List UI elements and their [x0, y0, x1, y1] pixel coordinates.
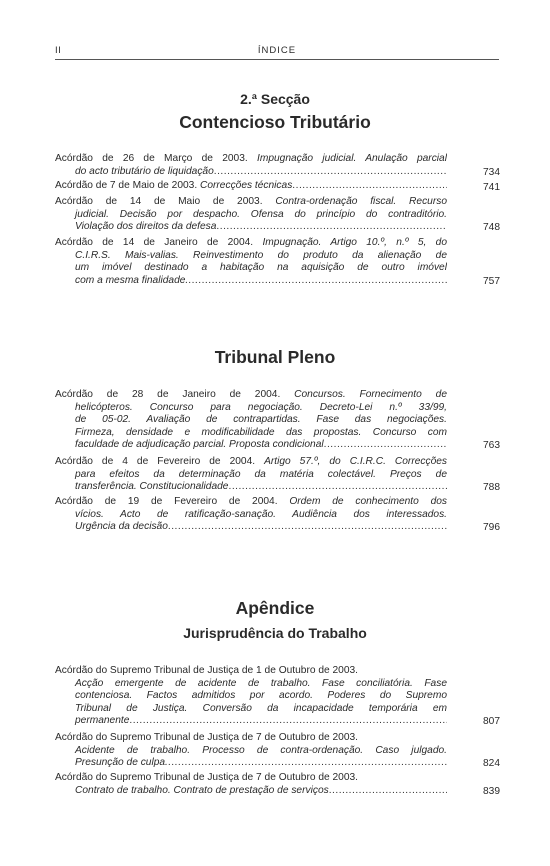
- entry-line: [55, 153, 447, 166]
- entry-subject: C.I.R.S. Mais-valias. Reinvestimento do produto da alienação de: [75, 249, 447, 261]
- index-entry[interactable]: [55, 389, 500, 452]
- entry-subject: Firmeza, densidade e modificabilidade das propostas. Concurso com: [75, 426, 447, 438]
- entry-subject: Artigo 57.º, do C.I.R.C. Correcções: [264, 456, 447, 467]
- entry-line: [55, 690, 447, 703]
- entry-subject: Impugnação. Artigo 10.º, n.º 5, do: [262, 237, 447, 248]
- entry-subject: helicópteros. Concurso para negociação. Decreto-Lei n.º 33/99,: [75, 401, 447, 413]
- entry-line: [55, 745, 447, 758]
- entry-text: Acórdão do Supremo Tribunal de Justiça de 1 de Outubro de 2003.: [55, 665, 358, 676]
- entry-text: Acórdão de 4 de Fevereiro de 2004.: [55, 456, 265, 467]
- dot-leader: [188, 275, 447, 288]
- running-title: ÍNDICE: [257, 45, 297, 56]
- entry-line: [55, 221, 447, 234]
- entry-subject: vícios. Acto de ratificação-sanação. Audiência dos interessados.: [75, 508, 447, 520]
- entry-line: [55, 166, 447, 179]
- entry-subject: Violação dos direitos da defesa: [75, 221, 217, 233]
- index-entry[interactable]: [55, 180, 500, 193]
- entry-subject: Contra-ordenação fiscal. Recurso: [275, 196, 447, 207]
- page-reference: 757: [483, 275, 500, 287]
- page-reference: 796: [483, 522, 500, 534]
- entry-line: [55, 481, 447, 494]
- entry-subject: de 05-02. Avaliação de contrapartidas. Fase das negociações.: [75, 414, 447, 426]
- entry-subject: permanente: [75, 715, 130, 727]
- page-number: II: [55, 45, 62, 56]
- page-reference: 788: [483, 482, 500, 494]
- entry-subject: contenciosa. Factos admitidos por acordo. Poderes do Supremo: [75, 690, 447, 702]
- entry-line: [55, 209, 447, 222]
- dot-leader: [168, 757, 447, 770]
- page-reference: 807: [483, 716, 500, 728]
- entry-text: Acórdão de 19 de Fevereiro de 2004.: [55, 496, 290, 507]
- dot-leader: [292, 180, 447, 193]
- section-subtitle: Jurisprudência do Trabalho: [183, 625, 367, 641]
- entry-subject: do acto tributário de liquidação: [75, 165, 214, 177]
- entry-subject: Concursos. Fornecimento de: [294, 389, 447, 400]
- dot-leader: [329, 785, 447, 798]
- entry-text: Acórdão do Supremo Tribunal de Justiça de 7 de Outubro de 2003.: [55, 732, 358, 743]
- entry-subject: Presunção de culpa.: [75, 757, 168, 769]
- index-entry[interactable]: [55, 237, 500, 287]
- entry-line: [55, 509, 447, 522]
- index-entry[interactable]: [55, 665, 500, 728]
- entry-subject: judicial. Decisão por despacho. Ofensa do princípio do contraditório.: [75, 208, 447, 220]
- entry-line: [55, 703, 447, 716]
- entry-subject: faculdade de adjudicação parcial. Proposta condicional: [75, 439, 324, 451]
- entry-text: Acórdão de 28 de Janeiro de 2004.: [55, 389, 295, 400]
- entry-text: Acórdão de 14 de Maio de 2003.: [55, 196, 276, 207]
- index-entry[interactable]: [55, 496, 500, 534]
- dot-leader: [168, 521, 447, 534]
- entry-line: [55, 665, 447, 678]
- entry-subject: Ordem de conhecimento dos: [289, 496, 447, 507]
- entry-line: [55, 496, 447, 509]
- entry-line: [55, 469, 447, 482]
- entry-line: [55, 772, 447, 785]
- dot-leader: [216, 221, 447, 234]
- page-reference: 824: [483, 758, 500, 770]
- entry-subject: Tribunal de Justiça. Conversão da incapacidade temporária em: [75, 702, 447, 714]
- page-reference: 741: [483, 182, 500, 193]
- page-reference: 763: [483, 440, 500, 452]
- entry-subject: um imóvel destinado a habitação na aquisição de outro imóvel: [75, 262, 447, 274]
- entry-line: [55, 237, 447, 250]
- page-reference: 734: [483, 166, 500, 178]
- entry-text: Acórdão de 26 de Março de 2003.: [55, 153, 257, 164]
- index-entry[interactable]: [55, 153, 500, 178]
- section-kicker: 2.ª Secção: [240, 91, 310, 107]
- dot-leader: [228, 481, 447, 494]
- entry-text: Acórdão do Supremo Tribunal de Justiça de 7 de Outubro de 2003.: [55, 772, 358, 783]
- entry-subject: com a mesma finalidade.: [75, 274, 189, 286]
- index-entry[interactable]: [55, 196, 500, 234]
- entry-subject: transferência. Constitucionalidade: [75, 481, 229, 493]
- entry-line: [55, 456, 447, 469]
- entry-line: [55, 678, 447, 691]
- entry-line: [55, 715, 447, 728]
- section-title: Contencioso Tributário: [179, 112, 371, 132]
- entry-subject: Acidente de trabalho. Processo de contra-ordenação. Caso julgado.: [75, 744, 447, 756]
- entry-line: [55, 427, 447, 440]
- dot-leader: [214, 166, 447, 179]
- entry-subject: para efeitos da determinação da matéria colectável. Preços de: [75, 468, 447, 480]
- index-entry[interactable]: [55, 732, 500, 770]
- index-entry[interactable]: [55, 772, 500, 797]
- entry-line: [55, 414, 447, 427]
- entry-text: Acórdão de 14 de Janeiro de 2004.: [55, 237, 263, 248]
- dot-leader: [129, 715, 447, 728]
- running-head: [55, 43, 499, 60]
- page-reference: 839: [483, 785, 500, 797]
- entry-line: [55, 521, 447, 534]
- index-entry[interactable]: [55, 456, 500, 494]
- page-reference: 748: [483, 222, 500, 234]
- section-title: Tribunal Pleno: [214, 347, 336, 367]
- entry-line: [55, 262, 447, 275]
- entry-line: [55, 757, 447, 770]
- entry-line: [55, 275, 447, 288]
- entry-line: [55, 196, 447, 209]
- entry-subject: Correcções técnicas: [200, 180, 293, 191]
- dot-leader: [324, 439, 447, 452]
- entry-text: Acórdão de 7 de Maio de 2003.: [55, 180, 200, 191]
- entry-line: [55, 785, 447, 798]
- entry-line: [55, 180, 447, 193]
- section-title: Apêndice: [235, 598, 315, 618]
- entry-line: [55, 250, 447, 263]
- entry-subject: Urgência da decisão: [75, 521, 168, 533]
- entry-line: [55, 402, 447, 415]
- entry-line: [55, 732, 447, 745]
- entry-subject: Acção emergente de acidente de trabalho. Fase conciliatória. Fase: [75, 677, 447, 689]
- entry-subject: Contrato de trabalho. Contrato de prestação de serviços: [75, 784, 329, 796]
- entry-line: [55, 389, 447, 402]
- entry-subject: Impugnação judicial. Anulação parcial: [257, 153, 447, 164]
- entry-line: [55, 439, 447, 452]
